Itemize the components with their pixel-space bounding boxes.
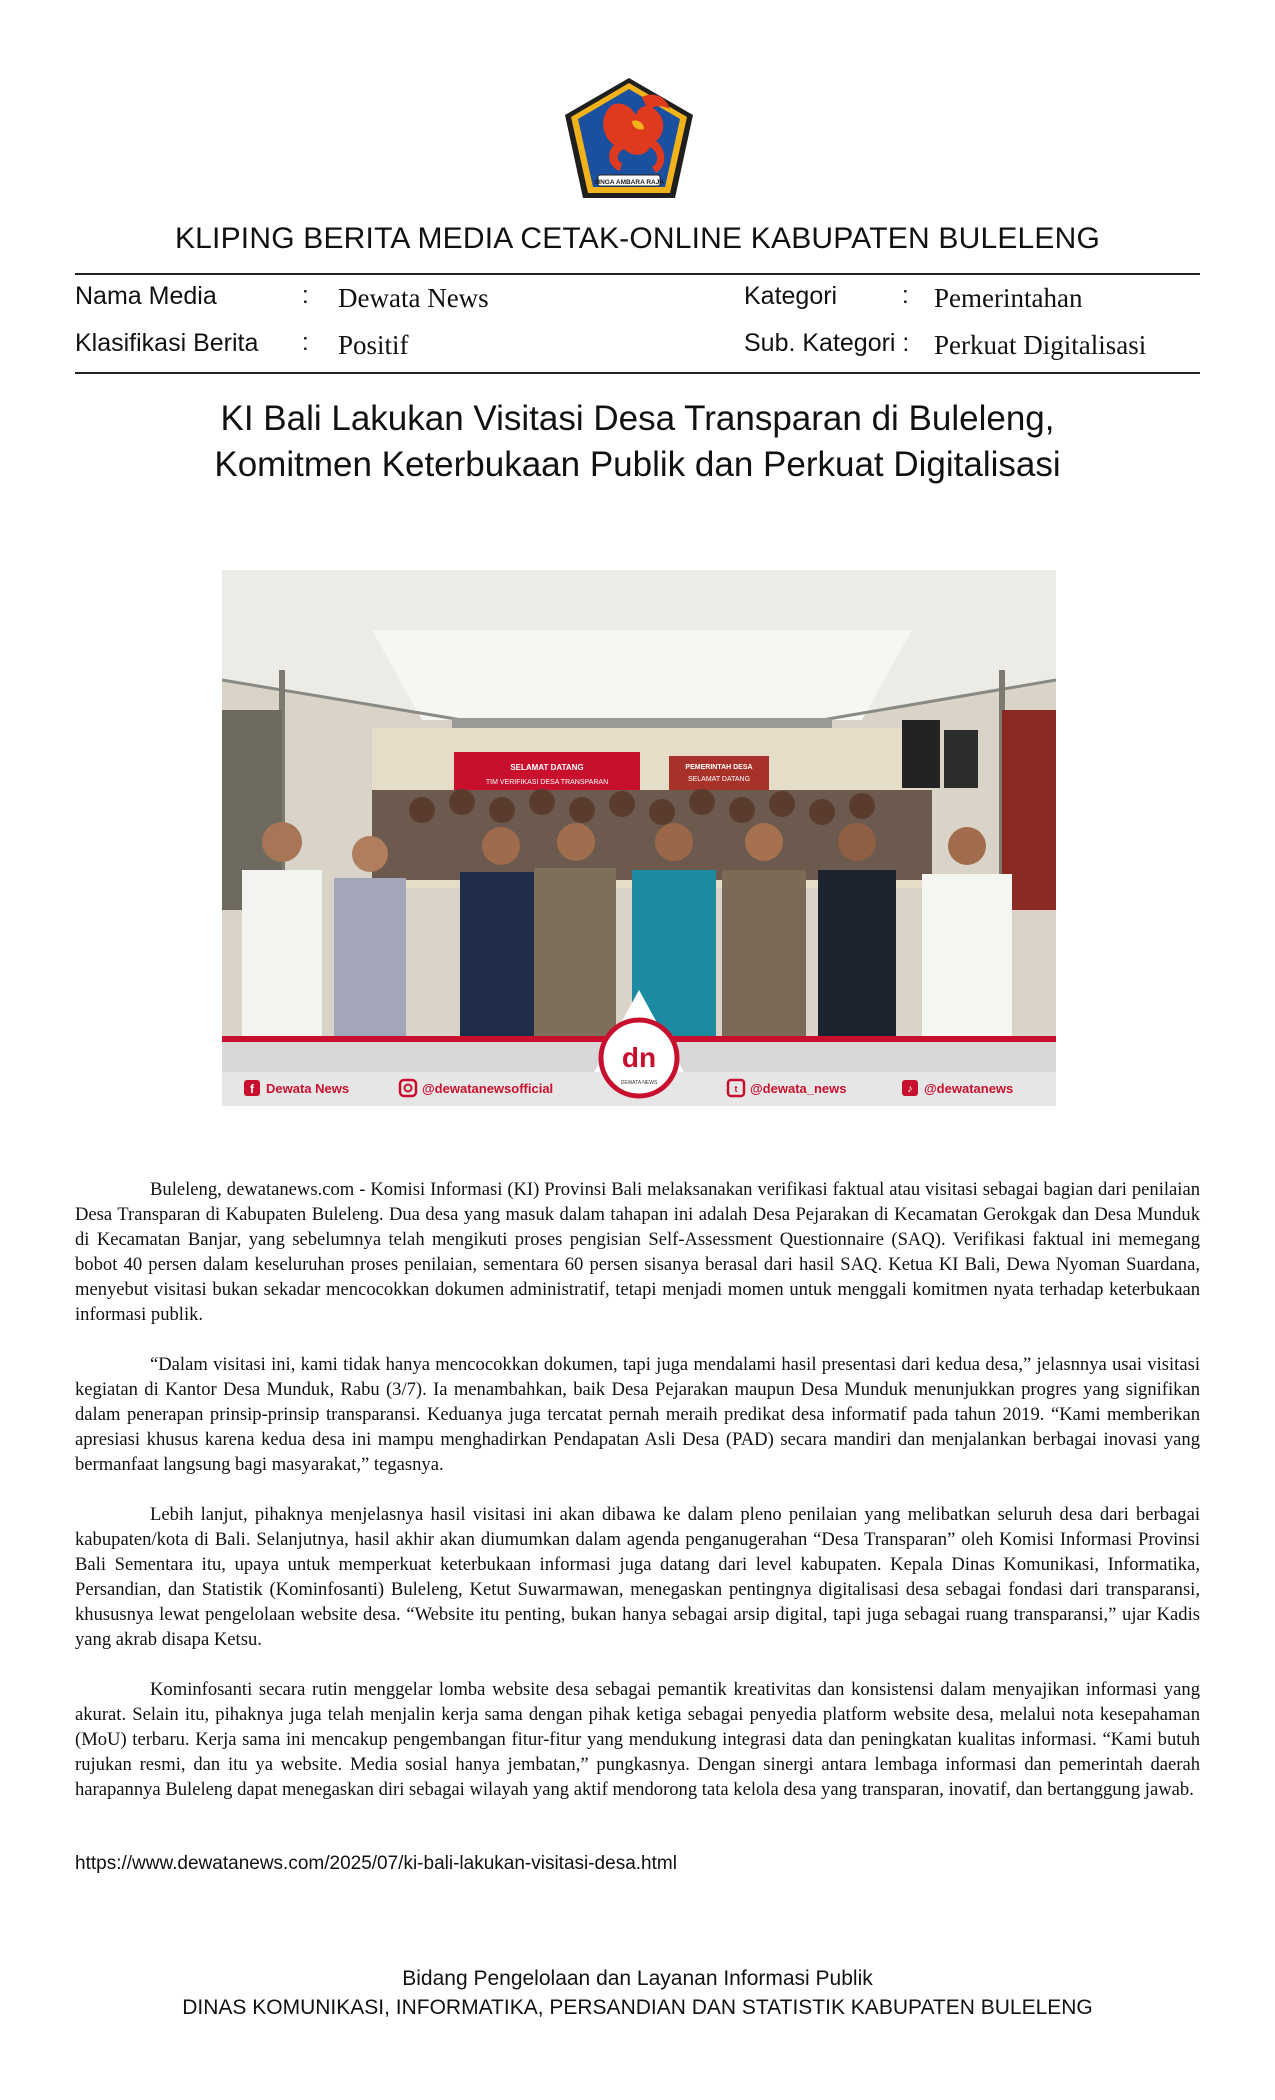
nama-media-label: Nama Media bbox=[75, 282, 217, 310]
nama-media-value: Dewata News bbox=[338, 283, 489, 313]
kliping-header-title: KLIPING BERITA MEDIA CETAK-ONLINE KABUPATEN BULELENG bbox=[174, 222, 1101, 255]
article-paragraph: Buleleng, dewatanews.com - Komisi Informasi (KI) Provinsi Bali melaksanakan verifikasi faktual atau visitasi sebagai bagian dari penilaian Desa Transparan di Kabupaten Buleleng. Dua desa yang masuk dalam tahapan ini adalah Desa Pejarakan di Kecamatan Gerokgak dan Desa Munduk di Kecamatan Banjar, yang sebelumnya telah mengikuti proses pengisian Self-Assessment Questionnaire (SAQ). Verifikasi faktual ini memegang bobot 40 persen dalam keseluruhan proses penilaian, sementara 60 persen sisanya berasal dari hasil SAQ. Ketua KI Bali, Dewa Nyoman Suardana, menyebut visitasi bukan sekadar mencocokkan dokumen administratif, tetapi menjadi momen untuk menggali komitmen nyata terhadap keterbukaan informasi publik. bbox=[75, 1179, 1200, 1325]
svg-text:t: t bbox=[734, 1084, 738, 1094]
social-tiktok-handle: @dewatanews bbox=[924, 1081, 1014, 1096]
banner-left-line-1: SELAMAT DATANG bbox=[510, 763, 584, 772]
header-top-rule bbox=[75, 273, 1200, 275]
social-instagram-handle: @dewatanewsofficial bbox=[422, 1081, 554, 1096]
article-body bbox=[75, 1177, 1200, 1827]
klasifikasi-berita-colon: : bbox=[302, 329, 309, 356]
svg-text:♪: ♪ bbox=[907, 1083, 913, 1095]
article-paragraph: “Dalam visitasi ini, kami tidak hanya mencocokkan dokumen, tapi juga mendalami hasil presentasi dari kedua desa,” jelasnnya usai visitasi kegiatan di Kantor Desa Munduk, Rabu (3/7). Ia menambahkan, baik Desa Pejarakan maupun Desa Munduk menunjukkan progres yang signifikan dalam penerapan prinsip-prinsip transparansi. Keduanya juga tercatat pernah meraih predikat desa informatif pada tahun 2019. “Kami memberikan apresiasi khusus karena kedua desa ini mampu menghadirkan Pendapatan Asli Desa (PAD) secara mandiri dan menjalankan berbagai inovasi yang bermanfaat langsung bagi masyarakat,” tegasnya. bbox=[75, 1354, 1200, 1475]
banner-right-line-2: SELAMAT DATANG bbox=[687, 776, 751, 783]
svg-text:f: f bbox=[250, 1082, 254, 1096]
source-url[interactable]: https://www.dewatanews.com/2025/07/ki-bali-lakukan-visitasi-desa.html bbox=[75, 1853, 677, 1874]
article-photo bbox=[222, 570, 1056, 1106]
social-facebook-handle: Dewata News bbox=[266, 1081, 350, 1096]
emblem-motto: SINGA AMBARA RAJA bbox=[593, 179, 665, 186]
footer-dinas: DINAS KOMUNIKASI, INFORMATIKA, PERSANDIAN DAN STATISTIK KABUPATEN BULELENG bbox=[182, 1996, 1093, 2019]
article-headline bbox=[0, 396, 1275, 488]
sub-kategori-label: Sub. Kategori : bbox=[744, 329, 910, 357]
sub-kategori-value: Perkuat Digitalisasi bbox=[934, 330, 1147, 360]
header-bottom-rule bbox=[75, 372, 1200, 374]
headline-line-1: KI Bali Lakukan Visitasi Desa Transparan di Buleleng, bbox=[220, 399, 1055, 438]
nama-media-colon: : bbox=[302, 282, 309, 309]
social-twitter-handle: @dewata_news bbox=[750, 1081, 847, 1096]
footer-bidang: Bidang Pengelolaan dan Layanan Informasi Publik bbox=[402, 1967, 873, 1990]
dewata-news-mark-caption: DEWATA NEWS bbox=[620, 1080, 658, 1086]
headline-line-2: Komitmen Keterbukaan Publik dan Perkuat Digitalisasi bbox=[214, 445, 1061, 484]
kategori-value: Pemerintahan bbox=[934, 283, 1083, 313]
banner-right-line-1: PEMERINTAH DESA bbox=[685, 764, 753, 771]
banner-left-line-2: TIM VERIFIKASI DESA TRANSPARAN bbox=[485, 779, 609, 786]
kategori-label: Kategori bbox=[744, 282, 838, 310]
dewata-news-mark: dn bbox=[621, 1042, 657, 1073]
buleleng-regency-emblem bbox=[562, 75, 696, 201]
klasifikasi-berita-label: Klasifikasi Berita bbox=[75, 329, 259, 357]
kategori-colon: : bbox=[902, 282, 909, 309]
article-paragraph: Lebih lanjut, pihaknya menjelasnya hasil visitasi ini akan dibawa ke dalam pleno penilaian yang melibatkan seluruh desa dari berbagai kabupaten/kota di Bali. Selanjutnya, hasil akhir akan diumumkan dalam agenda penganugerahan “Desa Transparan” oleh Komisi Informasi Provinsi Bali Sementara itu, upaya untuk memperkuat keterbukaan informasi juga datang dari level kabupaten. Kepala Dinas Komunikasi, Informatika, Persandian, dan Statistik (Kominfosanti) Buleleng, Ketut Suwarmawan, menegaskan pentingnya digitalisasi desa sebagai fondasi dari transparansi, khususnya lewat pengelolaan website desa. “Website itu penting, bukan hanya sebagai arsip digital, tapi juga sebagai ruang transparansi,” ujar Kadis yang akrab disapa Ketsu. bbox=[75, 1504, 1200, 1650]
klasifikasi-berita-value: Positif bbox=[338, 330, 409, 360]
article-paragraph: Kominfosanti secara rutin menggelar lomba website desa sebagai pemantik kreativitas dan konsistensi dalam menyajikan informasi yang akurat. Selain itu, pihaknya juga telah menjalin kerja sama dengan pihak ketiga sebagai penyedia platform website desa, melalui nota kesepahaman (MoU) terbaru. Kerja sama ini mencakup pengembangan fitur-fitur yang mendukung integrasi data dan peningkatan kualitas informasi. “Kami butuh rujukan resmi, dan itu ya website. Media sosial hanya jembatan,” pungkasnya. Dengan sinergi antara lembaga informasi dan pemerintah daerah harapannya Buleleng dapat menegaskan diri sebagai wilayah yang aktif mendorong tata kelola desa yang transparan, inovatif, dan bertanggung jawab. bbox=[75, 1679, 1200, 1800]
